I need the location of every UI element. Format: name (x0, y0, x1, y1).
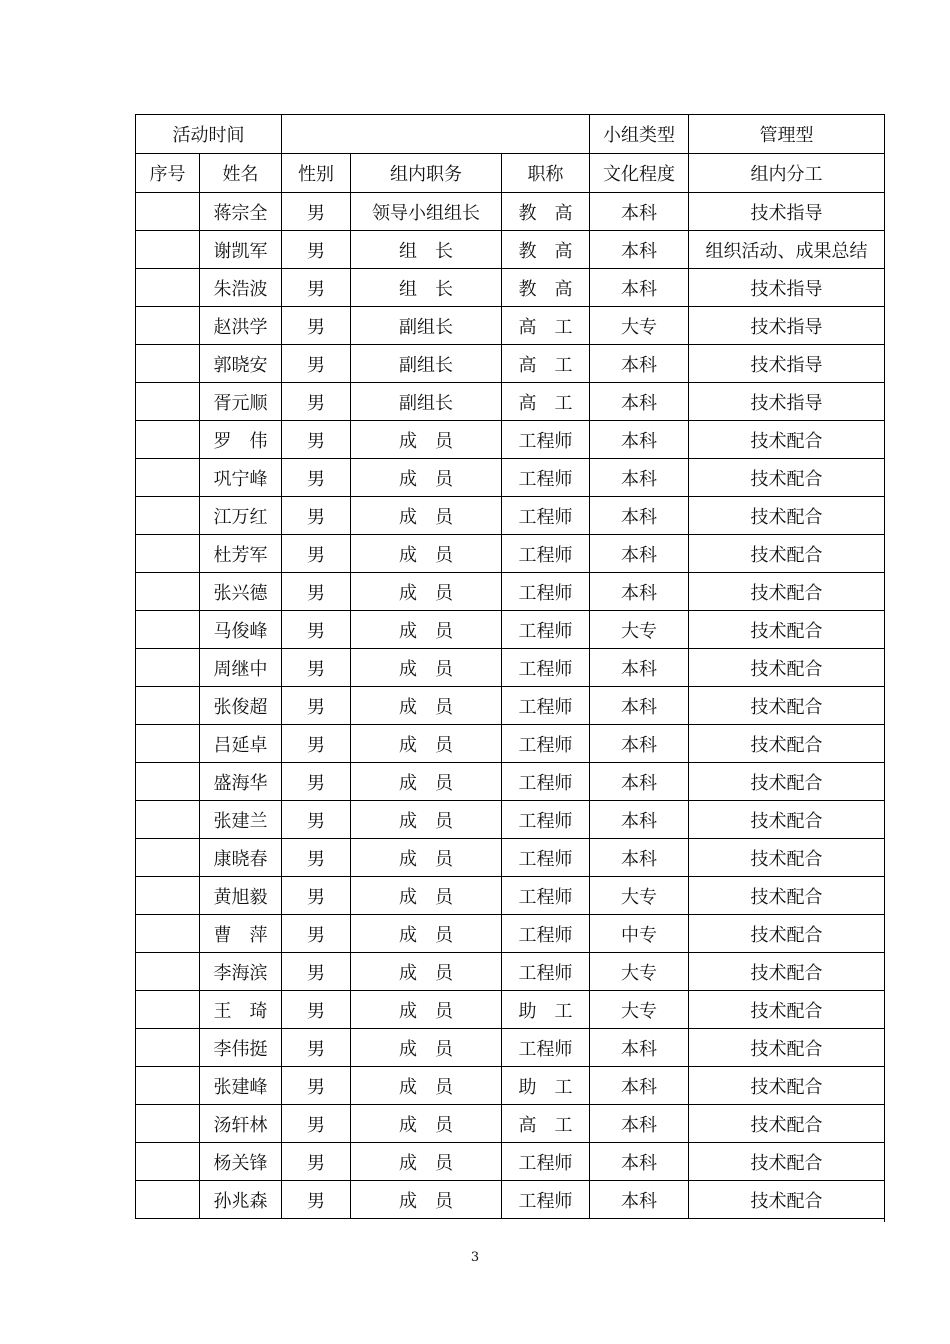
group-duty-cell: 组织活动、成果总结 (689, 231, 885, 269)
gender-cell: 男 (282, 991, 351, 1029)
column-header-row (136, 154, 885, 193)
group-role-cell: 成 员 (351, 725, 502, 763)
member-name-cell: 巩宁峰 (200, 459, 282, 497)
job-title-cell: 高 工 (502, 345, 590, 383)
row-number-cell (136, 1105, 200, 1143)
member-name-cell: 孙兆森 (200, 1181, 282, 1219)
row-number-cell (136, 801, 200, 839)
table-row (136, 193, 885, 231)
group-role-cell: 成 员 (351, 421, 502, 459)
group-role-cell: 成 员 (351, 497, 502, 535)
activity-time-value (282, 115, 590, 154)
gender-cell: 男 (282, 763, 351, 801)
gender-cell: 男 (282, 269, 351, 307)
group-duty-cell: 技术指导 (689, 193, 885, 231)
job-title-cell: 高 工 (502, 1105, 590, 1143)
gender-cell: 男 (282, 573, 351, 611)
job-title-cell: 工程师 (502, 1029, 590, 1067)
table-row (136, 687, 885, 725)
member-name-cell: 张俊超 (200, 687, 282, 725)
table-row (136, 383, 885, 421)
row-number-cell (136, 687, 200, 725)
group-role-cell: 组 长 (351, 231, 502, 269)
education-cell: 本科 (590, 383, 689, 421)
table-row (136, 763, 885, 801)
group-duty-cell: 技术配合 (689, 459, 885, 497)
group-role-cell: 成 员 (351, 1143, 502, 1181)
row-number-cell (136, 1143, 200, 1181)
table-row (136, 1105, 885, 1143)
job-title-cell: 高 工 (502, 383, 590, 421)
member-roster-table (135, 114, 885, 1219)
table-row (136, 1143, 885, 1181)
group-duty-cell: 技术配合 (689, 497, 885, 535)
education-cell: 本科 (590, 1143, 689, 1181)
row-number-cell (136, 915, 200, 953)
row-number-cell (136, 459, 200, 497)
group-duty-cell: 技术配合 (689, 1105, 885, 1143)
gender-cell: 男 (282, 307, 351, 345)
education-cell: 大专 (590, 953, 689, 991)
job-title-cell: 教 高 (502, 269, 590, 307)
group-duty-cell: 技术指导 (689, 269, 885, 307)
gender-cell: 男 (282, 801, 351, 839)
table-row (136, 421, 885, 459)
member-name-cell: 黄旭毅 (200, 877, 282, 915)
table-row (136, 535, 885, 573)
member-name-cell: 李伟挺 (200, 1029, 282, 1067)
table-row (136, 1029, 885, 1067)
group-role-cell: 组 长 (351, 269, 502, 307)
member-name-cell: 蒋宗全 (200, 193, 282, 231)
table-row (136, 1181, 885, 1219)
education-cell: 本科 (590, 1067, 689, 1105)
group-role-cell: 成 员 (351, 649, 502, 687)
group-duty-cell: 技术配合 (689, 611, 885, 649)
table-row (136, 345, 885, 383)
table-row (136, 915, 885, 953)
job-title-cell: 工程师 (502, 839, 590, 877)
table-row (136, 725, 885, 763)
education-cell: 大专 (590, 877, 689, 915)
group-role-cell: 副组长 (351, 383, 502, 421)
member-name-cell: 胥元顺 (200, 383, 282, 421)
education-cell: 大专 (590, 991, 689, 1029)
gender-cell: 男 (282, 953, 351, 991)
gender-cell: 男 (282, 231, 351, 269)
gender-cell: 男 (282, 839, 351, 877)
row-number-cell (136, 535, 200, 573)
education-cell: 本科 (590, 649, 689, 687)
group-duty-cell: 技术配合 (689, 535, 885, 573)
member-name-cell: 吕延卓 (200, 725, 282, 763)
gender-cell: 男 (282, 497, 351, 535)
group-role-cell: 副组长 (351, 345, 502, 383)
gender-cell: 男 (282, 1105, 351, 1143)
gender-cell: 男 (282, 193, 351, 231)
row-number-cell (136, 573, 200, 611)
job-title-cell: 教 高 (502, 193, 590, 231)
education-cell: 本科 (590, 459, 689, 497)
group-role-cell: 成 员 (351, 801, 502, 839)
education-cell: 本科 (590, 231, 689, 269)
group-duty-cell: 技术指导 (689, 345, 885, 383)
job-title-cell: 工程师 (502, 535, 590, 573)
col-header-name: 姓名 (200, 154, 282, 193)
group-role-cell: 成 员 (351, 1067, 502, 1105)
job-title-cell: 工程师 (502, 497, 590, 535)
row-number-cell (136, 839, 200, 877)
group-duty-cell: 技术配合 (689, 1181, 885, 1219)
member-name-cell: 赵洪学 (200, 307, 282, 345)
row-number-cell (136, 193, 200, 231)
group-duty-cell: 技术配合 (689, 725, 885, 763)
row-number-cell (136, 421, 200, 459)
job-title-cell: 教 高 (502, 231, 590, 269)
job-title-cell: 工程师 (502, 573, 590, 611)
member-name-cell: 郭晓安 (200, 345, 282, 383)
col-header-role: 组内职务 (351, 154, 502, 193)
table-row (136, 459, 885, 497)
group-role-cell: 副组长 (351, 307, 502, 345)
col-header-gender: 性别 (282, 154, 351, 193)
job-title-cell: 工程师 (502, 1143, 590, 1181)
education-cell: 本科 (590, 345, 689, 383)
page-number: 3 (470, 1250, 480, 1265)
table-row (136, 839, 885, 877)
activity-time-label: 活动时间 (136, 115, 282, 154)
row-number-cell (136, 763, 200, 801)
col-header-title: 职称 (502, 154, 590, 193)
group-role-cell: 成 员 (351, 915, 502, 953)
group-role-cell: 成 员 (351, 687, 502, 725)
group-duty-cell: 技术配合 (689, 649, 885, 687)
member-name-cell: 杨关锋 (200, 1143, 282, 1181)
job-title-cell: 助 工 (502, 1067, 590, 1105)
job-title-cell: 工程师 (502, 763, 590, 801)
row-number-cell (136, 383, 200, 421)
education-cell: 中专 (590, 915, 689, 953)
group-duty-cell: 技术配合 (689, 801, 885, 839)
col-header-duty: 组内分工 (689, 154, 885, 193)
job-title-cell: 工程师 (502, 611, 590, 649)
gender-cell: 男 (282, 535, 351, 573)
group-role-cell: 成 员 (351, 611, 502, 649)
row-number-cell (136, 611, 200, 649)
gender-cell: 男 (282, 877, 351, 915)
member-name-cell: 江万红 (200, 497, 282, 535)
gender-cell: 男 (282, 725, 351, 763)
table-row (136, 307, 885, 345)
row-number-cell (136, 877, 200, 915)
group-duty-cell: 技术配合 (689, 763, 885, 801)
group-duty-cell: 技术配合 (689, 687, 885, 725)
gender-cell: 男 (282, 345, 351, 383)
education-cell: 本科 (590, 801, 689, 839)
gender-cell: 男 (282, 611, 351, 649)
job-title-cell: 工程师 (502, 953, 590, 991)
member-name-cell: 盛海华 (200, 763, 282, 801)
table-row (136, 953, 885, 991)
job-title-cell: 工程师 (502, 459, 590, 497)
job-title-cell: 工程师 (502, 1181, 590, 1219)
education-cell: 本科 (590, 839, 689, 877)
group-role-cell: 成 员 (351, 991, 502, 1029)
group-role-cell: 成 员 (351, 1181, 502, 1219)
group-duty-cell: 技术指导 (689, 307, 885, 345)
row-number-cell (136, 991, 200, 1029)
group-duty-cell: 技术配合 (689, 877, 885, 915)
education-cell: 本科 (590, 193, 689, 231)
education-cell: 本科 (590, 725, 689, 763)
gender-cell: 男 (282, 459, 351, 497)
member-name-cell: 曹 萍 (200, 915, 282, 953)
group-duty-cell: 技术配合 (689, 991, 885, 1029)
member-name-cell: 李海滨 (200, 953, 282, 991)
group-role-cell: 成 员 (351, 763, 502, 801)
group-duty-cell: 技术配合 (689, 573, 885, 611)
job-title-cell: 助 工 (502, 991, 590, 1029)
row-number-cell (136, 497, 200, 535)
gender-cell: 男 (282, 687, 351, 725)
member-name-cell: 杜芳军 (200, 535, 282, 573)
member-name-cell: 康晓春 (200, 839, 282, 877)
info-row (136, 115, 885, 154)
member-name-cell: 罗 伟 (200, 421, 282, 459)
member-name-cell: 汤轩林 (200, 1105, 282, 1143)
group-role-cell: 成 员 (351, 459, 502, 497)
group-role-cell: 成 员 (351, 953, 502, 991)
table-row (136, 877, 885, 915)
job-title-cell: 工程师 (502, 725, 590, 763)
education-cell: 大专 (590, 611, 689, 649)
group-role-cell: 领导小组组长 (351, 193, 502, 231)
table-row (136, 573, 885, 611)
member-name-cell: 谢凯军 (200, 231, 282, 269)
gender-cell: 男 (282, 1143, 351, 1181)
table-row (136, 801, 885, 839)
education-cell: 本科 (590, 1181, 689, 1219)
row-number-cell (136, 953, 200, 991)
gender-cell: 男 (282, 1029, 351, 1067)
member-name-cell: 周继中 (200, 649, 282, 687)
job-title-cell: 工程师 (502, 915, 590, 953)
table-row (136, 231, 885, 269)
row-number-cell (136, 269, 200, 307)
group-role-cell: 成 员 (351, 535, 502, 573)
group-role-cell: 成 员 (351, 573, 502, 611)
group-role-cell: 成 员 (351, 877, 502, 915)
gender-cell: 男 (282, 383, 351, 421)
table-row (136, 269, 885, 307)
group-duty-cell: 技术配合 (689, 953, 885, 991)
table-row (136, 649, 885, 687)
member-name-cell: 张兴德 (200, 573, 282, 611)
gender-cell: 男 (282, 915, 351, 953)
group-duty-cell: 技术配合 (689, 1143, 885, 1181)
group-type-label: 小组类型 (590, 115, 689, 154)
job-title-cell: 工程师 (502, 877, 590, 915)
education-cell: 大专 (590, 307, 689, 345)
group-duty-cell: 技术配合 (689, 915, 885, 953)
group-duty-cell: 技术配合 (689, 1067, 885, 1105)
table-row (136, 991, 885, 1029)
col-header-number: 序号 (136, 154, 200, 193)
group-duty-cell: 技术指导 (689, 383, 885, 421)
table-row (136, 1067, 885, 1105)
member-name-cell: 朱浩波 (200, 269, 282, 307)
job-title-cell: 工程师 (502, 649, 590, 687)
gender-cell: 男 (282, 1181, 351, 1219)
group-duty-cell: 技术配合 (689, 1029, 885, 1067)
job-title-cell: 工程师 (502, 801, 590, 839)
education-cell: 本科 (590, 573, 689, 611)
table-row (136, 611, 885, 649)
gender-cell: 男 (282, 1067, 351, 1105)
job-title-cell: 工程师 (502, 421, 590, 459)
row-number-cell (136, 1181, 200, 1219)
row-number-cell (136, 649, 200, 687)
education-cell: 本科 (590, 535, 689, 573)
education-cell: 本科 (590, 1105, 689, 1143)
education-cell: 本科 (590, 497, 689, 535)
group-type-value: 管理型 (689, 115, 885, 154)
row-number-cell (136, 1067, 200, 1105)
job-title-cell: 工程师 (502, 687, 590, 725)
job-title-cell: 高 工 (502, 307, 590, 345)
education-cell: 本科 (590, 1029, 689, 1067)
group-duty-cell: 技术配合 (689, 839, 885, 877)
member-name-cell: 张建兰 (200, 801, 282, 839)
group-duty-cell: 技术配合 (689, 421, 885, 459)
education-cell: 本科 (590, 269, 689, 307)
group-role-cell: 成 员 (351, 1105, 502, 1143)
group-role-cell: 成 员 (351, 1029, 502, 1067)
gender-cell: 男 (282, 421, 351, 459)
member-name-cell: 王 琦 (200, 991, 282, 1029)
member-name-cell: 张建峰 (200, 1067, 282, 1105)
row-number-cell (136, 725, 200, 763)
group-role-cell: 成 员 (351, 839, 502, 877)
table-row (136, 497, 885, 535)
row-number-cell (136, 307, 200, 345)
row-number-cell (136, 1029, 200, 1067)
row-number-cell (136, 345, 200, 383)
gender-cell: 男 (282, 649, 351, 687)
col-header-education: 文化程度 (590, 154, 689, 193)
education-cell: 本科 (590, 763, 689, 801)
member-name-cell: 马俊峰 (200, 611, 282, 649)
education-cell: 本科 (590, 687, 689, 725)
table-right-border (882, 114, 885, 1222)
education-cell: 本科 (590, 421, 689, 459)
row-number-cell (136, 231, 200, 269)
